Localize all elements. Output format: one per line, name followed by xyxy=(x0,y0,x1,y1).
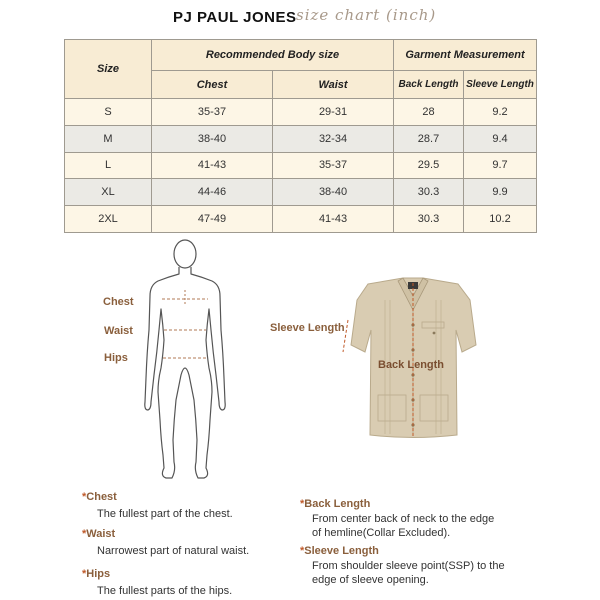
garment-measurement-group-header: Garment Measurement xyxy=(394,40,537,71)
size-chart-note: size chart (inch) xyxy=(296,6,437,24)
asterisk-icon: * xyxy=(82,491,87,503)
back-length-column-header: Back Length xyxy=(394,71,464,99)
asterisk-icon: * xyxy=(300,545,305,557)
sleeve-length-cell: 10.2 xyxy=(464,206,537,233)
waist-cell: 41-43 xyxy=(273,206,394,233)
chest-description-title: *Chest xyxy=(82,491,117,503)
sleeve-length-label: Sleeve Length xyxy=(270,322,345,334)
back-length-cell: 28 xyxy=(394,99,464,126)
back-length-cell: 30.3 xyxy=(394,179,464,206)
sleeve-length-cell: 9.4 xyxy=(464,125,537,152)
hips-description: The fullest parts of the hips. xyxy=(97,585,233,597)
sleeve-length-cell: 9.7 xyxy=(464,152,537,179)
size-cell: 2XL xyxy=(65,206,152,233)
body-outline-icon xyxy=(145,240,225,478)
size-cell: S xyxy=(65,99,152,126)
size-cell: M xyxy=(65,125,152,152)
sleeve-length-description-title: *Sleeve Length xyxy=(300,545,379,557)
sleeve-length-description-line-1: From shoulder sleeve point(SSP) to the xyxy=(312,560,505,572)
waist-column-header: Waist xyxy=(273,71,394,99)
chest-label: Chest xyxy=(103,296,134,308)
waist-cell: 32-34 xyxy=(273,125,394,152)
size-cell: XL xyxy=(65,179,152,206)
table-row xyxy=(65,125,537,152)
asterisk-icon: * xyxy=(300,498,305,510)
size-cell: L xyxy=(65,152,152,179)
waist-description: Narrowest part of natural waist. xyxy=(97,545,250,557)
waist-cell: 38-40 xyxy=(273,179,394,206)
back-length-cell: 30.3 xyxy=(394,206,464,233)
table-row xyxy=(65,152,537,179)
waist-cell: 35-37 xyxy=(273,152,394,179)
asterisk-icon: * xyxy=(82,528,87,540)
sleeve-length-cell: 9.9 xyxy=(464,179,537,206)
chest-column-header: Chest xyxy=(152,71,273,99)
body-measurement-illustration xyxy=(0,235,600,490)
back-length-label: Back Length xyxy=(378,359,445,371)
chest-cell: 38-40 xyxy=(152,125,273,152)
sleeve-length-cell: 9.2 xyxy=(464,99,537,126)
brand-name: PJ PAUL JONES xyxy=(173,9,297,26)
table-row xyxy=(65,179,537,206)
back-length-description-line-2: of hemline(Collar Excluded). xyxy=(312,527,451,539)
chest-cell: 41-43 xyxy=(152,152,273,179)
asterisk-icon: * xyxy=(82,568,87,580)
waist-label: Waist xyxy=(104,325,133,337)
waist-cell: 29-31 xyxy=(273,99,394,126)
sleeve-length-column-header: Sleeve Length xyxy=(464,71,537,99)
back-length-description-line-1: From center back of neck to the edge xyxy=(312,513,495,525)
chart-title xyxy=(0,0,600,34)
table-row xyxy=(65,206,537,233)
chest-cell: 47-49 xyxy=(152,206,273,233)
body-size-group-header: Recommended Body size xyxy=(152,40,394,71)
chest-cell: 44-46 xyxy=(152,179,273,206)
waist-description-title: *Waist xyxy=(82,528,116,540)
sleeve-length-description-line-2: edge of sleeve opening. xyxy=(312,574,429,586)
size-column-header: Size xyxy=(65,40,152,99)
back-length-description-title: *Back Length xyxy=(300,498,371,510)
size-table xyxy=(64,39,537,233)
hips-description-title: *Hips xyxy=(82,568,111,580)
chest-cell: 35-37 xyxy=(152,99,273,126)
back-length-cell: 28.7 xyxy=(394,125,464,152)
hips-label: Hips xyxy=(104,352,128,364)
back-length-cell: 29.5 xyxy=(394,152,464,179)
table-row xyxy=(65,99,537,126)
chest-description: The fullest part of the chest. xyxy=(97,508,233,520)
